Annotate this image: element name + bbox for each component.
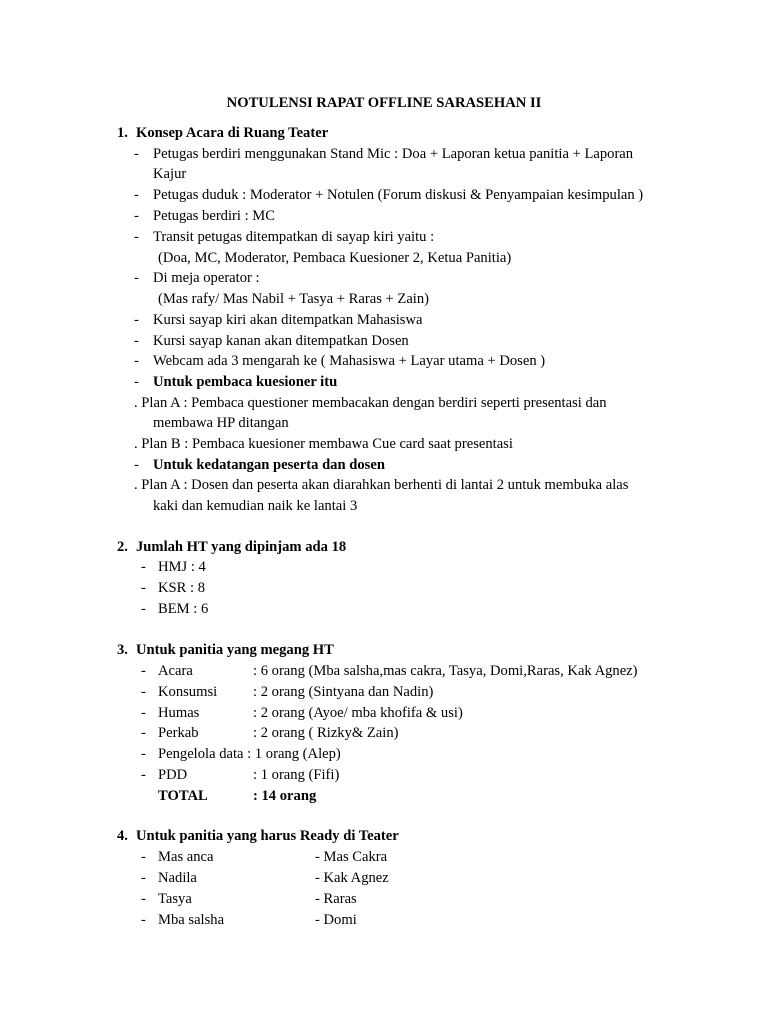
ready-left-item: Nadila	[158, 870, 197, 886]
list-item: Petugas duduk : Moderator + Notulen (Forum diskusi & Penyampaian kesimpulan )	[153, 187, 644, 203]
plan-line: . Plan A : Pembaca questioner membacakan dengan berdiri seperti presentasi dan	[134, 395, 607, 411]
list-item: Petugas berdiri : MC	[153, 208, 276, 224]
plan-line: membawa HP ditangan	[153, 415, 289, 431]
bullet-dash: -	[134, 457, 139, 473]
plan-line: . Plan A : Dosen dan peserta akan diarahkan berhenti di lantai 2 untuk membuka alas	[134, 477, 629, 493]
bullet-dash: -	[134, 187, 139, 203]
section-3-number: 3.	[117, 642, 128, 658]
ht-row-value: : 2 orang ( Rizky& Zain)	[253, 725, 399, 741]
bullet-dash: -	[134, 374, 139, 390]
bullet-dash: -	[141, 870, 146, 886]
ht-row-value: : 1 orang (Fifi)	[253, 767, 340, 783]
list-item: BEM : 6	[158, 601, 209, 617]
ready-right-item: - Domi	[315, 912, 357, 928]
bullet-dash: -	[141, 580, 146, 596]
bullet-dash: -	[141, 725, 146, 741]
section-1-heading: Konsep Acara di Ruang Teater	[136, 125, 329, 141]
bullet-dash: -	[141, 767, 146, 783]
ht-row-label: Konsumsi	[158, 684, 218, 700]
bullet-dash: -	[134, 208, 139, 224]
ready-right-item: - Kak Agnez	[315, 870, 389, 886]
list-item: KSR : 8	[158, 580, 206, 596]
bullet-dash: -	[134, 312, 139, 328]
section-1-number: 1.	[117, 125, 128, 141]
list-item: Kursi sayap kiri akan ditempatkan Mahasiswa	[153, 312, 423, 328]
ht-row-label: Pengelola data : 1 orang (Alep)	[158, 746, 341, 762]
section-4-heading: Untuk panitia yang harus Ready di Teater	[136, 828, 399, 844]
section-2-number: 2.	[117, 539, 128, 555]
ht-row-value: : 2 orang (Sintyana dan Nadin)	[253, 684, 434, 700]
list-item: (Doa, MC, Moderator, Pembaca Kuesioner 2, Ketua Panitia)	[158, 250, 512, 266]
section-4-number: 4.	[117, 828, 128, 844]
bullet-dash: -	[134, 353, 139, 369]
ht-row-label: PDD	[158, 767, 188, 783]
bullet-dash: -	[141, 559, 146, 575]
ht-row-label: Acara	[158, 663, 193, 679]
ready-left-item: Mas anca	[158, 849, 214, 865]
ready-left-item: Tasya	[158, 891, 192, 907]
list-item-bold: Untuk pembaca kuesioner itu	[153, 374, 338, 390]
ht-row-label: Humas	[158, 705, 200, 721]
list-item: Kursi sayap kanan akan ditempatkan Dosen	[153, 333, 409, 349]
list-item-bold: Untuk kedatangan peserta dan dosen	[153, 457, 385, 473]
bullet-dash: -	[141, 891, 146, 907]
bullet-dash: -	[141, 684, 146, 700]
list-item: Di meja operator :	[153, 270, 260, 286]
ht-row-label: Perkab	[158, 725, 199, 741]
plan-line: kaki dan kemudian naik ke lantai 3	[153, 498, 358, 514]
bullet-dash: -	[134, 146, 139, 162]
total-value: : 14 orang	[253, 788, 317, 804]
ht-row-value: : 6 orang (Mba salsha,mas cakra, Tasya, Domi,Raras, Kak Agnez)	[253, 663, 638, 679]
list-item: (Mas rafy/ Mas Nabil + Tasya + Raras + Zain)	[158, 291, 430, 307]
list-item: Webcam ada 3 mengarah ke ( Mahasiswa + Layar utama + Dosen )	[153, 353, 546, 369]
ready-left-item: Mba salsha	[158, 912, 225, 928]
list-item: Petugas berdiri menggunakan Stand Mic : Doa + Laporan ketua panitia + Laporan	[153, 146, 634, 162]
list-item: Transit petugas ditempatkan di sayap kiri yaitu :	[153, 229, 435, 245]
list-item: Kajur	[153, 166, 187, 182]
bullet-dash: -	[134, 229, 139, 245]
bullet-dash: -	[141, 746, 146, 762]
section-3-heading: Untuk panitia yang megang HT	[136, 642, 334, 658]
document-title: NOTULENSI RAPAT OFFLINE SARASEHAN II	[226, 95, 542, 111]
bullet-dash: -	[141, 849, 146, 865]
bullet-dash: -	[141, 705, 146, 721]
bullet-dash: -	[134, 270, 139, 286]
plan-line: . Plan B : Pembaca kuesioner membawa Cue card saat presentasi	[134, 436, 513, 452]
bullet-dash: -	[134, 333, 139, 349]
list-item: HMJ : 4	[158, 559, 206, 575]
total-label: TOTAL	[158, 788, 208, 804]
bullet-dash: -	[141, 663, 146, 679]
ready-right-item: - Mas Cakra	[315, 849, 388, 865]
ht-row-value: : 2 orang (Ayoe/ mba khofifa & usi)	[253, 705, 463, 721]
ready-right-item: - Raras	[315, 891, 357, 907]
bullet-dash: -	[141, 601, 146, 617]
section-2-heading: Jumlah HT yang dipinjam ada 18	[136, 539, 347, 555]
bullet-dash: -	[141, 912, 146, 928]
